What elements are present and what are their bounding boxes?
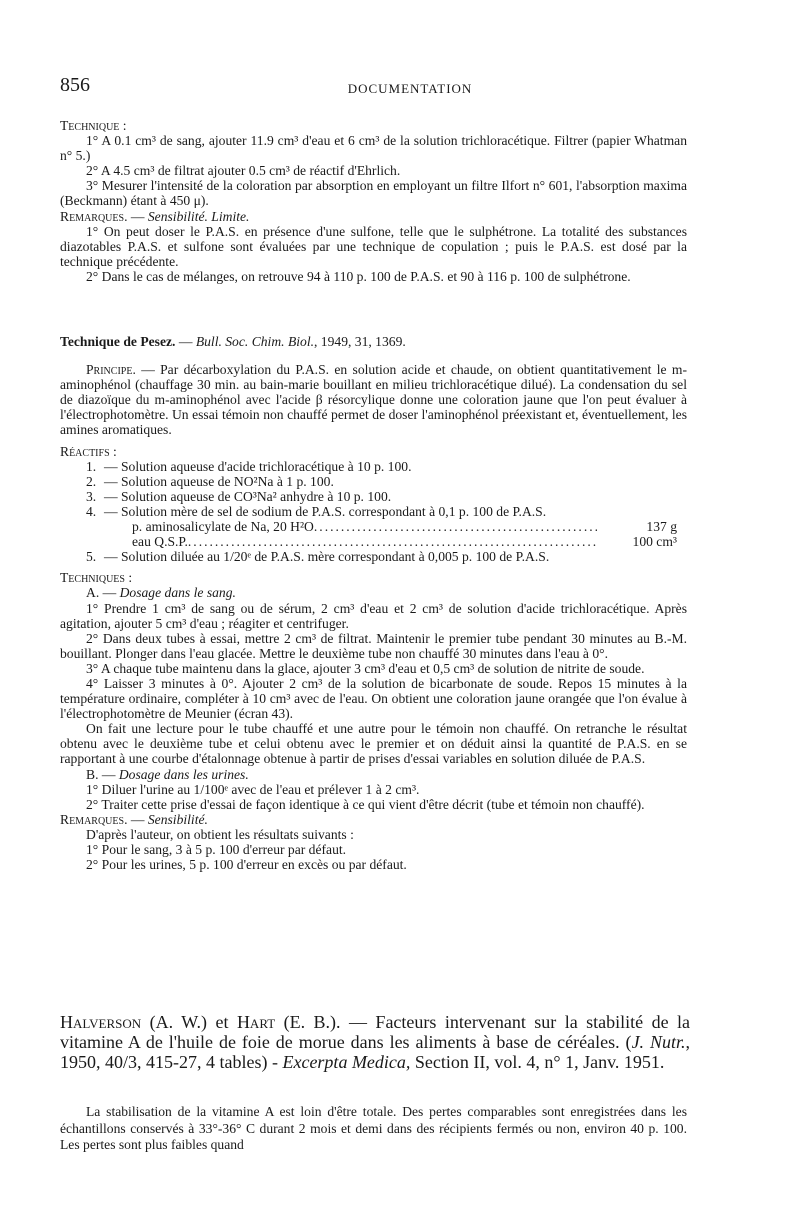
remarques2-label: Remarques. bbox=[60, 811, 128, 827]
pesez-title: Technique de Pesez. bbox=[60, 334, 176, 349]
reactif-text: — Solution mère de sel de sodium de P.A.S. correspondant à 0,1 p. 100 de P.A.S. bbox=[104, 503, 547, 519]
technique-block bbox=[60, 118, 687, 284]
reactif-number: 5. bbox=[86, 549, 97, 565]
remarques-label: Remarques. bbox=[60, 208, 128, 224]
section-b-label: B. — bbox=[86, 766, 119, 782]
principe-dash: — bbox=[135, 362, 161, 378]
remarques2-title: Sensibilité. bbox=[147, 811, 208, 827]
remarques-title: Sensibilité. Limite. bbox=[147, 208, 250, 224]
techniques-heading: Techniques : bbox=[60, 570, 133, 586]
author-a: Halverson bbox=[60, 1012, 142, 1032]
recipe-quantity: 137 g bbox=[646, 519, 677, 535]
pesez-ref: , 1949, 31, 1369. bbox=[314, 334, 406, 349]
section-b-title: Dosage dans les urines. bbox=[118, 766, 249, 782]
recipe-label: eau Q.S.P. bbox=[132, 534, 188, 550]
pesez-dash: — bbox=[175, 334, 196, 349]
leader-dots bbox=[314, 519, 597, 534]
remarques2-heading bbox=[60, 812, 687, 827]
remarques2-line: 2° Pour les urines, 5 p. 100 d'erreur en excès ou par défaut. bbox=[86, 857, 407, 873]
journal-name: J. Nutr. bbox=[631, 1032, 686, 1053]
reactif-number: 3. bbox=[86, 488, 97, 504]
remarques2-line: 1° Pour le sang, 3 à 5 p. 100 d'erreur par défaut. bbox=[86, 842, 347, 857]
article-title: (E. B.). — Facteurs intervenant sur la stabilité de la vitamine A de l'huile de foie de morue dans les aliments à base de céréales. ( bbox=[60, 1012, 690, 1053]
technique-step: 2° A 4.5 cm³ de filtrat ajouter 0.5 cm³ de réactif d'Ehrlich. bbox=[86, 163, 401, 179]
reactif-item bbox=[60, 549, 687, 564]
section-a-step: 3° A chaque tube maintenu dans la glace, ajouter 3 cm³ d'eau et 0,5 cm³ de solution de nitrite de soude. bbox=[86, 660, 645, 676]
section-a-step: On fait une lecture pour le tube chauffé et une autre pour le témoin non chauffé. On retranche le résultat obtenu avec le deuxième tube et celui obtenu avec le premier et on déduit ainsi la quantité de P.A.S. en se rapportant à une courbe d'étalonnage obtenue à partir de prises d'essai variables en solution diluée de P.A.S. bbox=[60, 721, 687, 767]
remarques-dash: — bbox=[127, 208, 148, 224]
remarques2-line: D'après l'auteur, on obtient les résultats suivants : bbox=[86, 826, 354, 842]
reactifs-heading: Réactifs : bbox=[60, 443, 117, 459]
section-a-label: A. — bbox=[86, 585, 120, 601]
recipe-label: p. aminosalicylate de Na, 20 H²O bbox=[132, 519, 314, 535]
technique-step: 1° A 0.1 cm³ de sang, ajouter 11.9 cm³ d'eau et 6 cm³ de la solution trichloracétique. Filtrer (papier Whatman n° 5.) bbox=[60, 133, 687, 164]
reactif-item bbox=[60, 504, 687, 519]
reactif-number: 4. bbox=[86, 503, 97, 519]
section-a-step: 4° Laisser 3 minutes à 0°. Ajouter 2 cm³ de la solution de bicarbonate de soude. Repos 15 minutes à la température ordinaire, compléter à 10 cm³ avec de l'eau. On obtient une coloration jaune orangée que l'on évalue à l'électrophotomètre de Meunier (écran 43). bbox=[60, 675, 687, 722]
reactif-number: 1. bbox=[86, 458, 97, 474]
article-body: La stabilisation de la vitamine A est loin d'être totale. Des pertes comparables sont enregistrées dans les échantillons conservés à 33°-36° C durant 2 mois et demi dans des récipients fermés ou non, environ 40 p. 100. Les pertes sont plus faibles quand bbox=[60, 1104, 687, 1152]
principe-text: Par décarboxylation du P.A.S. en solution acide et chaude, on obtient quantitativement le m-aminophénol (chauffage 30 min. au bain-marie bouillant en milieu trichloracétique dilué). La condensation du sel de diazoïque du m-aminophénol avec l'acide β résorcylique donne une coloration jaune que l'on peut évaluer à l'électrophotomètre. Un essai témoin non chauffé permet de doser l'aminophénol préexistant et, éventuellement, les amines aromatiques. bbox=[60, 362, 687, 438]
section-a-step: 1° Prendre 1 cm³ de sang ou de sérum, 2 cm³ d'eau et 2 cm³ de solution d'acide trichloracétique. Après agitation, ajouter 5 cm³ d'eau ; réagiter et centrifuger. bbox=[60, 600, 687, 631]
reactif-text: — Solution aqueuse de CO³Na² anhydre à 10 p. 100. bbox=[104, 488, 392, 504]
excerpta-name: Excerpta Medica, bbox=[282, 1052, 411, 1073]
principe-label: Principe. bbox=[86, 362, 136, 378]
section-a-heading bbox=[60, 585, 687, 600]
reactif-text: — Solution diluée au 1/20ᵉ de P.A.S. mère correspondant à 0,005 p. 100 de P.A.S. bbox=[104, 549, 550, 565]
principe-paragraph bbox=[60, 362, 687, 437]
pesez-section bbox=[60, 334, 687, 872]
author-b: Hart bbox=[236, 1012, 276, 1032]
reactif-item bbox=[60, 489, 687, 504]
citation: , 1950, 40/3, 415-27, 4 tables) - bbox=[60, 1032, 691, 1073]
page-number: 856 bbox=[60, 74, 90, 96]
author-a-initials: (A. W.) et bbox=[141, 1012, 237, 1032]
pesez-title-line bbox=[60, 334, 687, 349]
section-b-heading bbox=[60, 767, 687, 782]
section-b-step: 2° Traiter cette prise d'essai de façon identique à ce qui vient d'être décrit (tube et témoin non chauffé). bbox=[86, 796, 645, 812]
remarques2-dash: — bbox=[127, 811, 148, 827]
recipe-line bbox=[60, 519, 687, 534]
reactif-text: — Solution aqueuse de NO²Na à 1 p. 100. bbox=[104, 473, 334, 489]
technique-step: 3° Mesurer l'intensité de la coloration par absorption en employant un filtre Ilfort n° 601, l'absorption maxima (Beckmann) étant à 450 μ). bbox=[60, 178, 687, 209]
pesez-journal: Bull. Soc. Chim. Biol. bbox=[195, 334, 314, 349]
citation-2: Section II, vol. 4, n° 1, Janv. 1951. bbox=[410, 1052, 665, 1073]
section-a-title: Dosage dans le sang. bbox=[119, 585, 236, 601]
reactif-number: 2. bbox=[86, 473, 97, 489]
reactif-item bbox=[60, 459, 687, 474]
page-header bbox=[60, 74, 760, 100]
remarques-heading bbox=[60, 209, 687, 224]
remarque-paragraph: 1° On peut doser le P.A.S. en présence d'une sulfone, telle que le sulphétrone. La totalité des substances diazotables P.A.S. et sulfone sont évaluées par une technique de copulation ; puis le P.A.S. est dosé par la technique précédente. bbox=[60, 223, 687, 269]
reactif-text: — Solution aqueuse d'acide trichloracétique à 10 p. 100. bbox=[104, 458, 412, 474]
running-head: DOCUMENTATION bbox=[347, 81, 473, 96]
leader-dots bbox=[188, 534, 597, 549]
recipe-quantity: 100 cm³ bbox=[632, 534, 677, 550]
section-a-step: 2° Dans deux tubes à essai, mettre 2 cm³ de filtrat. Maintenir le premier tube pendant 30 minutes au B.-M. bouillant. Plonger dans l'eau glacée. Mettre le deuxième tube non chauffé 30 minutes dans l'eau à 0°. bbox=[60, 630, 687, 661]
technique-heading: Technique : bbox=[60, 118, 127, 133]
reactif-item bbox=[60, 474, 687, 489]
section-b-step: 1° Diluer l'urine au 1/100ᵉ avec de l'eau et prélever 1 à 2 cm³. bbox=[86, 781, 420, 797]
remarque-paragraph: 2° Dans le cas de mélanges, on retrouve 94 à 110 p. 100 de P.A.S. et 90 à 116 p. 100 de sulphétrone. bbox=[86, 268, 631, 284]
recipe-line bbox=[60, 534, 687, 549]
article-citation bbox=[60, 1012, 690, 1073]
